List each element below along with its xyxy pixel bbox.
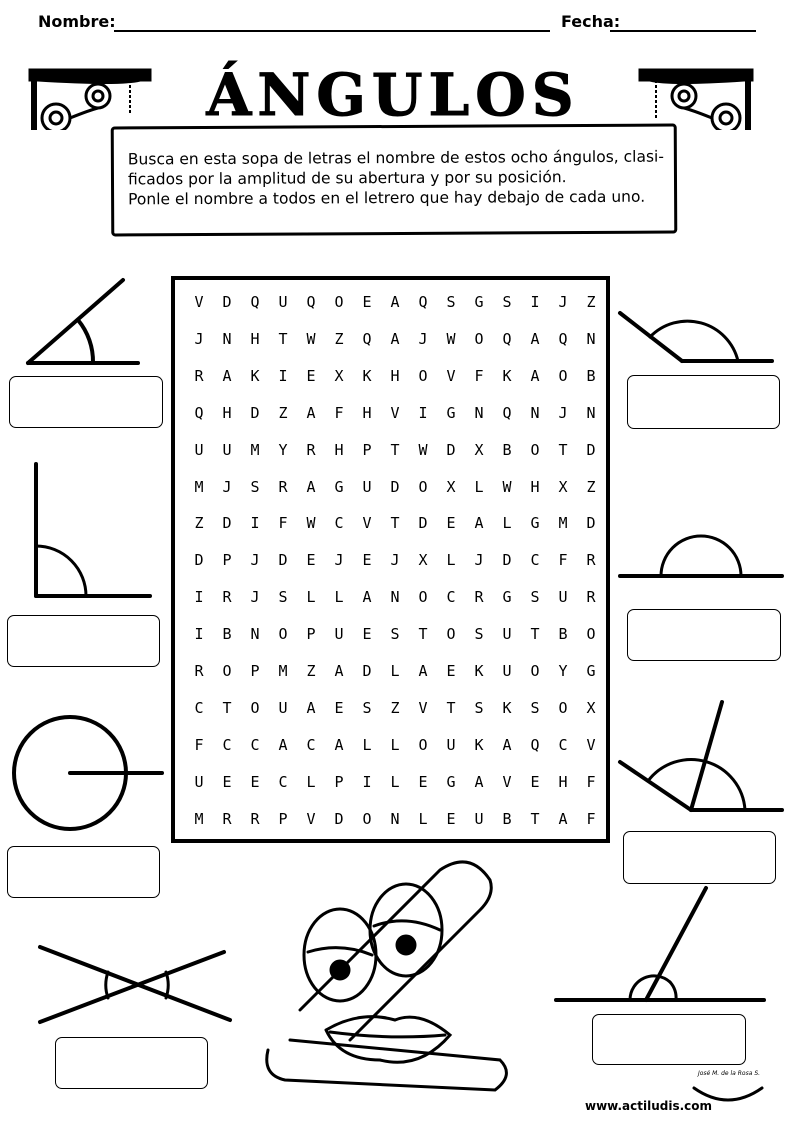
letter-cell[interactable]: Z	[194, 514, 204, 533]
letter-cell[interactable]: T	[222, 698, 232, 717]
letter-cell[interactable]: V	[446, 366, 456, 385]
letter-cell[interactable]: G	[334, 477, 344, 496]
letter-cell[interactable]: H	[558, 772, 568, 791]
letter-cell[interactable]: A	[418, 662, 428, 680]
letter-cell[interactable]: Y	[278, 440, 288, 459]
letter-cell[interactable]: O	[530, 662, 540, 680]
letter-cell[interactable]: A	[306, 698, 316, 717]
letter-cell[interactable]: H	[250, 329, 260, 348]
letter-cell[interactable]: N	[222, 329, 232, 348]
letter-cell[interactable]: S	[278, 588, 288, 607]
letter-cell[interactable]: D	[586, 514, 596, 533]
letter-cell[interactable]: J	[558, 403, 568, 422]
letter-cell[interactable]: J	[474, 551, 484, 570]
letter-cell[interactable]: S	[474, 698, 484, 717]
letter-cell[interactable]: C	[558, 735, 568, 754]
letter-cell[interactable]: J	[194, 329, 204, 348]
letter-cell[interactable]: K	[502, 366, 512, 385]
letter-cell[interactable]: A	[474, 514, 484, 533]
letter-cell[interactable]: L	[390, 735, 400, 754]
letter-cell[interactable]: S	[250, 477, 260, 496]
letter-cell[interactable]: O	[474, 329, 484, 348]
letter-cell[interactable]: J	[222, 477, 232, 496]
letter-cell[interactable]: U	[278, 698, 288, 717]
letter-cell[interactable]: S	[502, 293, 512, 311]
letter-cell[interactable]: A	[334, 662, 344, 680]
letter-cell[interactable]: G	[446, 772, 456, 791]
answer-box-right[interactable]	[7, 615, 160, 667]
letter-cell[interactable]: E	[250, 772, 260, 791]
letter-cell[interactable]: N	[250, 625, 260, 644]
letter-cell[interactable]: X	[558, 477, 568, 496]
letter-cell[interactable]: M	[250, 440, 260, 459]
letter-cell[interactable]: Q	[362, 329, 372, 348]
letter-cell[interactable]: D	[446, 440, 456, 459]
letter-cell[interactable]: U	[334, 625, 344, 644]
letter-cell[interactable]: D	[222, 514, 232, 533]
letter-cell[interactable]: U	[502, 625, 512, 644]
letter-cell[interactable]: W	[306, 329, 316, 348]
letter-cell[interactable]: B	[502, 809, 512, 828]
instructions-line: ficados por la amplitud de su abertura y por su posición.	[127, 168, 567, 189]
letter-cell[interactable]: P	[222, 551, 232, 570]
answer-box-consecutive[interactable]	[592, 1014, 746, 1065]
letter-cell[interactable]: D	[418, 514, 428, 533]
letter-cell[interactable]: G	[530, 514, 540, 533]
letter-cell[interactable]: S	[390, 625, 400, 644]
letter-cell[interactable]: A	[306, 403, 316, 422]
page-title: ÁNGULOS	[206, 61, 580, 129]
answer-box-straight[interactable]	[627, 609, 781, 661]
answer-box-full[interactable]	[7, 846, 160, 898]
letter-cell[interactable]: I	[278, 366, 288, 385]
letter-cell[interactable]: O	[334, 293, 344, 311]
letter-cell[interactable]: G	[502, 588, 512, 607]
letter-cell[interactable]: I	[418, 403, 428, 422]
letter-cell[interactable]: R	[586, 588, 596, 607]
letter-cell[interactable]: V	[362, 514, 372, 533]
letter-cell[interactable]: O	[418, 588, 428, 607]
letter-cell[interactable]: D	[250, 403, 260, 422]
letter-cell[interactable]: C	[446, 588, 456, 607]
letter-cell[interactable]: E	[362, 293, 372, 311]
letter-cell[interactable]: G	[474, 293, 484, 311]
letter-cell[interactable]: F	[586, 772, 596, 791]
letter-cell[interactable]: A	[474, 772, 484, 791]
letter-cell[interactable]: Q	[502, 329, 512, 348]
letter-cell[interactable]: A	[558, 809, 568, 828]
letter-cell[interactable]: D	[222, 293, 232, 311]
letter-cell[interactable]: O	[278, 625, 288, 644]
letter-cell[interactable]: Z	[586, 293, 596, 311]
letter-cell[interactable]: R	[586, 551, 596, 570]
letter-cell[interactable]: D	[278, 551, 288, 570]
letter-cell[interactable]: G	[446, 403, 456, 422]
letter-cell[interactable]: H	[362, 403, 372, 422]
letter-cell[interactable]: L	[306, 588, 316, 607]
letter-cell[interactable]: E	[334, 698, 344, 717]
letter-cell[interactable]: A	[306, 477, 316, 496]
letter-cell[interactable]: F	[278, 514, 288, 533]
letter-cell[interactable]: P	[250, 662, 260, 680]
letter-cell[interactable]: S	[446, 293, 456, 311]
letter-cell[interactable]: C	[530, 551, 540, 570]
letter-cell[interactable]: C	[194, 698, 204, 717]
letter-cell[interactable]: R	[474, 588, 484, 607]
letter-cell[interactable]: S	[530, 698, 540, 717]
letter-cell[interactable]: A	[362, 588, 372, 607]
letter-cell[interactable]: U	[502, 662, 512, 680]
letter-cell[interactable]: D	[334, 809, 344, 828]
letter-cell[interactable]: E	[446, 809, 456, 828]
letter-cell[interactable]: Z	[586, 477, 596, 496]
letter-cell[interactable]: B	[558, 625, 568, 644]
letter-cell[interactable]: D	[502, 551, 512, 570]
letter-cell[interactable]: N	[530, 403, 540, 422]
letter-cell[interactable]: Z	[334, 329, 344, 348]
letter-cell[interactable]: A	[334, 735, 344, 754]
letter-cell[interactable]: U	[278, 293, 288, 311]
letter-cell[interactable]: A	[390, 329, 400, 348]
letter-cell[interactable]: N	[586, 403, 596, 422]
date-label: Fecha:	[561, 12, 621, 31]
letter-cell[interactable]: X	[474, 440, 484, 459]
letter-cell[interactable]: Z	[306, 662, 316, 680]
letter-cell[interactable]: O	[222, 662, 232, 680]
letter-cell[interactable]: F	[194, 735, 204, 754]
name-label: Nombre:	[38, 12, 116, 31]
letter-cell[interactable]: O	[530, 440, 540, 459]
acute-angle-figure	[28, 280, 138, 363]
letter-cell[interactable]: P	[306, 625, 316, 644]
letter-cell[interactable]: V	[306, 809, 316, 828]
answer-box-acute[interactable]	[9, 376, 163, 428]
letter-cell[interactable]: L	[306, 772, 316, 791]
letter-cell[interactable]: B	[502, 440, 512, 459]
letter-cell[interactable]: V	[586, 735, 596, 754]
letter-cell[interactable]: A	[530, 329, 540, 348]
letter-cell[interactable]: E	[306, 366, 316, 385]
instructions-line: Busca en esta sopa de letras el nombre de estos ocho ángulos, clasi-	[127, 147, 664, 169]
letter-cell[interactable]: R	[250, 809, 260, 828]
letter-cell[interactable]: V	[418, 698, 428, 717]
letter-cell[interactable]: Y	[558, 662, 568, 680]
right-angle-figure	[36, 464, 150, 596]
letter-cell[interactable]: E	[362, 551, 372, 570]
letter-cell[interactable]: N	[390, 809, 400, 828]
letter-cell[interactable]: U	[446, 735, 456, 754]
letter-cell[interactable]: Q	[502, 403, 512, 422]
letter-cell[interactable]: I	[194, 625, 204, 644]
letter-cell[interactable]: F	[334, 403, 344, 422]
letter-cell[interactable]: L	[390, 772, 400, 791]
letter-cell[interactable]: E	[446, 514, 456, 533]
letter-cell[interactable]: O	[586, 625, 596, 644]
letter-cell[interactable]: G	[586, 662, 596, 680]
letter-cell[interactable]: J	[558, 293, 568, 311]
letter-cell[interactable]: W	[502, 477, 512, 496]
letter-cell[interactable]: S	[474, 625, 484, 644]
letter-cell[interactable]: P	[362, 440, 372, 459]
letter-cell[interactable]: T	[418, 625, 428, 644]
website-footer[interactable]: www.actiludis.com	[585, 1099, 713, 1113]
letter-cell[interactable]: P	[278, 809, 288, 828]
letter-cell[interactable]: O	[558, 366, 568, 385]
letter-cell[interactable]: H	[222, 403, 232, 422]
letter-cell[interactable]: U	[194, 772, 204, 791]
letter-cell[interactable]: C	[250, 735, 260, 754]
author-credit: José M. de la Rosa S.	[697, 1070, 761, 1077]
letter-cell[interactable]: Q	[530, 735, 540, 754]
letter-cell[interactable]: T	[278, 329, 288, 348]
letter-cell[interactable]: L	[390, 662, 400, 680]
letter-cell[interactable]: A	[502, 735, 512, 754]
letter-cell[interactable]: I	[250, 514, 260, 533]
letter-cell[interactable]: W	[306, 514, 316, 533]
letter-cell[interactable]: M	[194, 809, 204, 828]
letter-cell[interactable]: R	[194, 366, 204, 385]
letter-cell[interactable]: B	[586, 366, 596, 385]
letter-cell[interactable]: M	[278, 662, 288, 680]
letter-cell[interactable]: I	[362, 772, 372, 791]
letter-cell[interactable]: U	[194, 440, 204, 459]
letter-cell[interactable]: V	[502, 772, 512, 791]
letter-cell[interactable]: L	[334, 588, 344, 607]
letter-cell[interactable]: O	[418, 477, 428, 496]
letter-cell[interactable]: U	[362, 477, 372, 496]
letter-cell[interactable]: D	[586, 440, 596, 459]
vertical-angles-figure	[40, 947, 230, 1022]
letter-cell[interactable]: M	[194, 477, 204, 496]
letter-cell[interactable]: E	[362, 625, 372, 644]
letter-cell[interactable]: J	[250, 588, 260, 607]
letter-cell[interactable]: V	[194, 293, 204, 311]
letter-cell[interactable]: X	[418, 551, 428, 570]
letter-cell[interactable]: K	[474, 662, 484, 680]
letter-cell[interactable]: Z	[390, 698, 400, 717]
letter-cell[interactable]: A	[278, 735, 288, 754]
letter-cell[interactable]: O	[250, 698, 260, 717]
letter-cell[interactable]: O	[418, 366, 428, 385]
letter-cell[interactable]: O	[446, 625, 456, 644]
letter-cell[interactable]: I	[530, 293, 540, 311]
letter-cell[interactable]: L	[362, 735, 372, 754]
letter-cell[interactable]: C	[278, 772, 288, 791]
letter-cell[interactable]: H	[530, 477, 540, 496]
letter-cell[interactable]: F	[558, 551, 568, 570]
angle-mascot-cartoon	[267, 862, 507, 1090]
letter-cell[interactable]: R	[222, 809, 232, 828]
letter-cell[interactable]: O	[362, 809, 372, 828]
letter-cell[interactable]: O	[558, 698, 568, 717]
letter-cell[interactable]: J	[250, 551, 260, 570]
letter-cell[interactable]: J	[390, 551, 400, 570]
letter-cell[interactable]: K	[362, 366, 372, 385]
letter-cell[interactable]: A	[222, 366, 232, 385]
letter-cell[interactable]: M	[558, 514, 568, 533]
letter-cell[interactable]: H	[390, 366, 400, 385]
letter-cell[interactable]: Q	[558, 329, 568, 348]
letter-cell[interactable]: D	[194, 551, 204, 570]
letter-cell[interactable]: Q	[418, 293, 428, 311]
letter-cell[interactable]: C	[306, 735, 316, 754]
letter-cell[interactable]: S	[530, 588, 540, 607]
letter-cell[interactable]: A	[530, 366, 540, 385]
letter-cell[interactable]: D	[362, 662, 372, 680]
letter-cell[interactable]: E	[306, 551, 316, 570]
letter-cell[interactable]: F	[586, 809, 596, 828]
letter-cell[interactable]: T	[390, 440, 400, 459]
letter-cell[interactable]: K	[250, 366, 260, 385]
letter-cell[interactable]: U	[558, 588, 568, 607]
letter-cell[interactable]: F	[474, 366, 484, 385]
letter-cell[interactable]: I	[194, 588, 204, 607]
letter-cell[interactable]: R	[222, 588, 232, 607]
letter-cell[interactable]: L	[474, 477, 484, 496]
letter-cell[interactable]: Q	[194, 403, 204, 422]
letter-cell[interactable]: V	[390, 403, 400, 422]
letter-cell[interactable]: X	[446, 477, 456, 496]
letter-cell[interactable]: E	[418, 772, 428, 791]
letter-cell[interactable]: U	[474, 809, 484, 828]
letter-cell[interactable]: E	[530, 772, 540, 791]
letter-cell[interactable]: E	[446, 662, 456, 680]
letter-cell[interactable]: X	[334, 366, 344, 385]
letter-cell[interactable]: N	[586, 329, 596, 348]
letter-cell[interactable]: W	[418, 440, 428, 459]
letter-cell[interactable]: T	[530, 809, 540, 828]
obtuse-angle-figure	[620, 313, 772, 361]
letter-cell[interactable]: P	[334, 772, 344, 791]
letter-cell[interactable]: O	[418, 735, 428, 754]
letter-cell[interactable]: T	[558, 440, 568, 459]
letter-cell[interactable]: E	[222, 772, 232, 791]
letter-cell[interactable]: Z	[278, 403, 288, 422]
consecutive-angles-figure	[556, 888, 764, 1000]
letter-cell[interactable]: Q	[306, 293, 316, 311]
instructions-line: Ponle el nombre a todos en el letrero que hay debajo de cada uno.	[128, 187, 646, 209]
letter-cell[interactable]: R	[194, 662, 204, 680]
letter-cell[interactable]: B	[222, 625, 232, 644]
straight-angle-figure	[620, 536, 782, 576]
letter-cell[interactable]: S	[362, 698, 372, 717]
letter-cell[interactable]: C	[334, 514, 344, 533]
answer-box-vertical[interactable]	[55, 1037, 208, 1089]
letter-cell[interactable]: R	[278, 477, 288, 496]
letter-cell[interactable]: H	[334, 440, 344, 459]
letter-cell[interactable]: T	[530, 625, 540, 644]
letter-cell[interactable]: R	[306, 440, 316, 459]
letter-cell[interactable]: C	[222, 735, 232, 754]
letter-cell[interactable]: N	[474, 403, 484, 422]
letter-cell[interactable]: U	[222, 440, 232, 459]
full-angle-figure	[14, 717, 162, 829]
letter-cell[interactable]: J	[334, 551, 344, 570]
letter-cell[interactable]: T	[446, 698, 456, 717]
letter-cell[interactable]: A	[390, 293, 400, 311]
letter-cell[interactable]: J	[418, 329, 428, 348]
letter-cell[interactable]: L	[502, 514, 512, 533]
letter-cell[interactable]: K	[474, 735, 484, 754]
letter-cell[interactable]: T	[390, 514, 400, 533]
letter-cell[interactable]: Q	[250, 293, 260, 311]
letter-cell[interactable]: W	[446, 329, 456, 348]
letter-cell[interactable]: X	[586, 698, 596, 717]
letter-cell[interactable]: N	[390, 588, 400, 607]
adjacent-angles-figure	[620, 702, 782, 810]
letter-cell[interactable]: L	[446, 551, 456, 570]
answer-box-obtuse[interactable]	[627, 375, 780, 429]
answer-box-adjacent[interactable]	[623, 831, 776, 884]
letter-cell[interactable]: L	[418, 809, 428, 828]
letter-cell[interactable]: D	[390, 477, 400, 496]
letter-cell[interactable]: K	[502, 698, 512, 717]
